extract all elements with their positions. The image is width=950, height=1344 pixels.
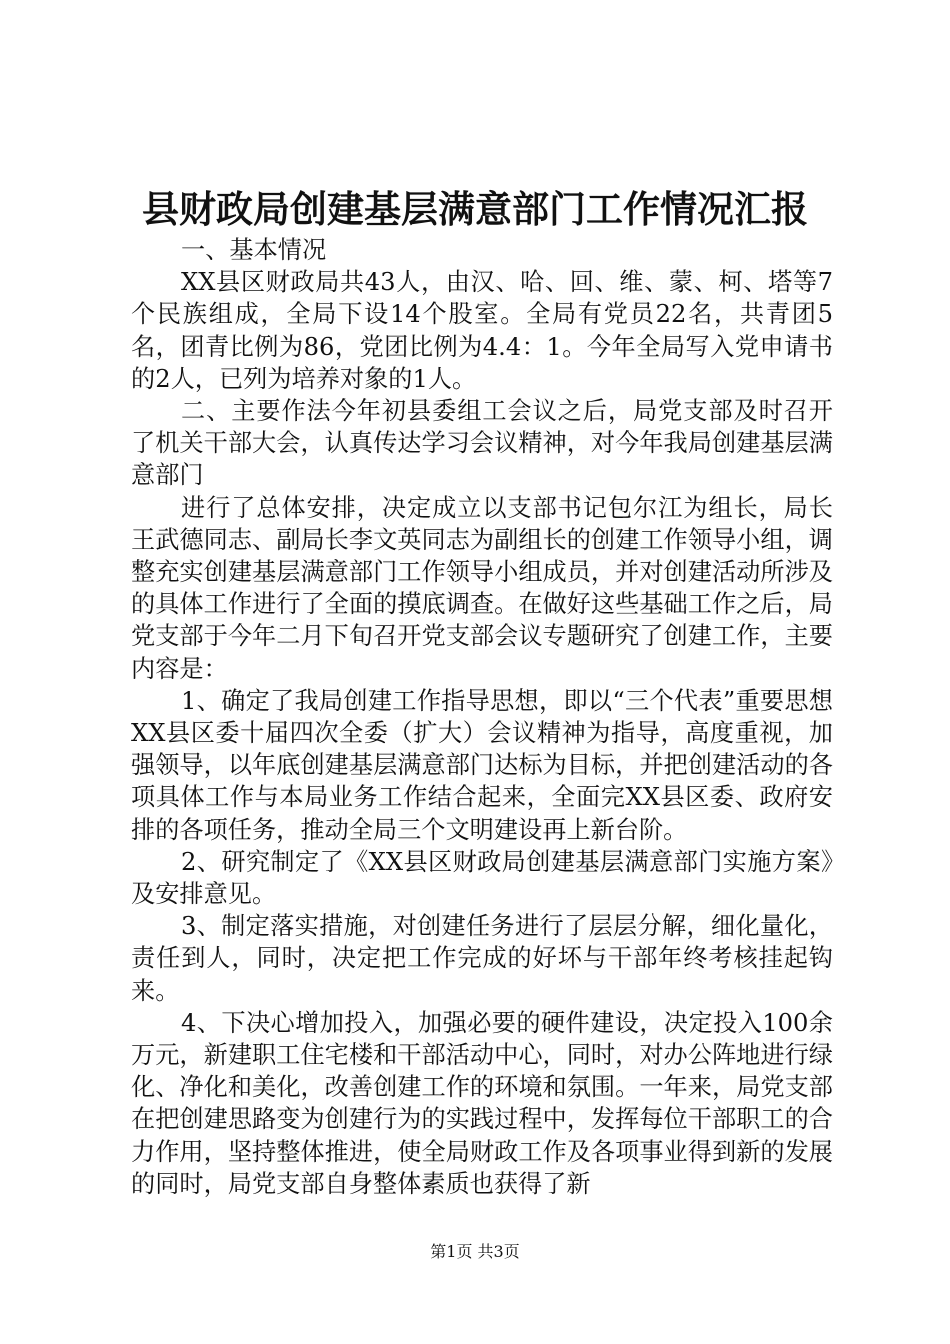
paragraph-item-4: 4、下决心增加投入，加强必要的硬件建设，决定投入100余万元，新建职工住宅楼和干部活动中心，同时，对办公阵地进行绿化、净化和美化，改善创建工作的环境和氛围。一年来，局党支部在把创建思路变为创建行为的实践过程中，发挥每位干部职工的合力作用，坚持整体推进，使全局财政工作及各项事业得到新的发展的同时，局党支部自身整体素质也获得了新 [131,1008,833,1198]
paragraph-arrangement: 进行了总体安排，决定成立以支部书记包尔江为组长，局长王武德同志、副局长李文英同志为副组长的创建工作领导小组，调整充实创建基层满意部门工作领导小组成员，并对创建活动所涉及的具体工作进行了全面的摸底调查。在做好这些基础工作之后，局党支部于今年二月下旬召开党支部会议专题研究了创建工作，主要内容是： [131,493,833,683]
paragraph-item-3: 3、制定落实措施，对创建任务进行了层层分解，细化量化，责任到人，同时，决定把工作完成的好坏与干部年终考核挂起钩来。 [131,912,833,1005]
section-heading-basic: 一、基本情况 [181,236,327,264]
document-body [131,234,833,1200]
document-title: 县财政局创建基层满意部门工作情况汇报 [142,187,808,231]
paragraph-item-1: 1、确定了我局创建工作指导思想，即以“三个代表”重要思想XX县区委十届四次全委（扩大）会议精神为指导，高度重视，加强领导，以年底创建基层满意部门达标为目标，并把创建活动的各项具体工作与本局业务工作结合起来，全面完XX县区委、政府安排的各项任务，推动全局三个文明建设再上新台阶。 [131,686,833,844]
section-heading-methods: 二、主要作法今年初县委组工会议之后，局党支部及时召开了机关干部大会，认真传达学习会议精神，对今年我局创建基层满意部门 [131,397,833,490]
paragraph-basic-info: XX县区财政局共43人，由汉、哈、回、维、蒙、柯、塔等7个民族组成，全局下设14个股室。全局有党员22名，共青团5名，团青比例为86，党团比例为4.4：1。今年全局写入党申请书的2人，已列为培养对象的1人。 [131,268,833,393]
paragraph-item-2: 2、研究制定了《XX县区财政局创建基层满意部门实施方案》及安排意见。 [131,847,833,909]
page-number-footer: 第1页 共3页 [430,1242,520,1261]
